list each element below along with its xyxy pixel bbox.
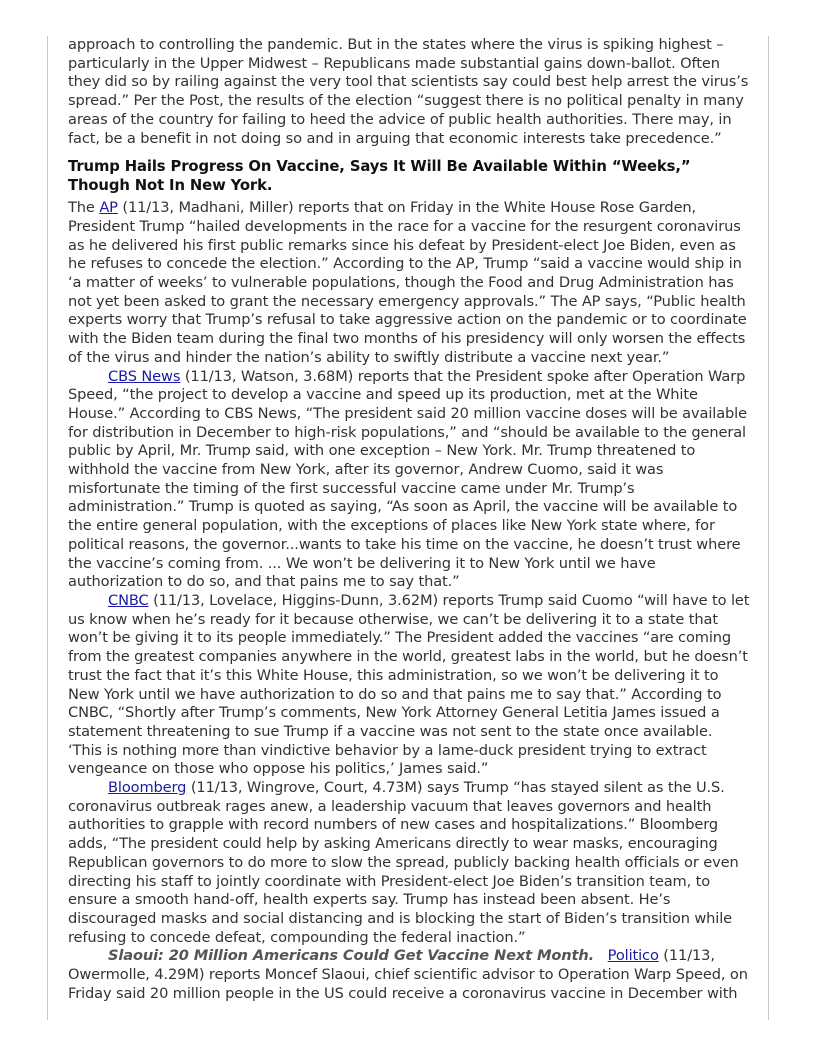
subhead-spacer	[594, 947, 608, 964]
source-link-politico[interactable]: Politico	[607, 947, 659, 965]
intro-paragraph: approach to controlling the pandemic. But in the states where the virus is spiking highest – particularly in the Upper Midwest – Republicans made substantial gains down-ballot. Often they did so by railing against the very tool that scientists say could best help arrest the virus’s spread.” Per the Post, the results of the election “suggest there is no political penalty in many areas of the country for failing to heed the advice of public health authorities. There may, in fact, be a benefit in not doing so and in arguing that economic interests take precedence.”	[68, 36, 749, 147]
source-link-cnbc[interactable]: CNBC	[108, 591, 149, 609]
paragraph-body: (11/13, Owermolle, 4.29M) reports Moncef Slaoui, chief scientific advisor to Operation Warp Speed, on Friday said 20 million people in the US could receive a coronavirus vaccine in December with	[68, 947, 748, 1002]
source-link-ap[interactable]: AP	[99, 199, 118, 217]
paragraph-bloomberg	[68, 779, 750, 947]
source-link-bloomberg[interactable]: Bloomberg	[108, 779, 187, 797]
paragraph-lead: The	[68, 199, 100, 217]
paragraph-body: (11/13, Madhani, Miller) reports that on Friday in the White House Rose Garden, President Trump “hailed developments in the race for a vaccine for the resurgent coronavirus as he delivered his first public remarks since his defeat by President-elect Joe Biden, even as he refuses to concede the election.” According to the AP, Trump “said a vaccine would ship in ‘a matter of weeks’ to vulnerable populations, though the Food and Drug Administration has not yet been asked to grant the necessary emergency approvals.” The AP says, “Public health experts worry that Trump’s refusal to take aggressive action on the pandemic or to coordinate with the Biden team during the final two months of his presidency will only worsen the effects of the virus and hinder the nation’s ability to swiftly distribute a vaccine next year.”	[68, 199, 747, 366]
paragraph-cnbc	[68, 592, 750, 779]
story-subhead: Slaoui: 20 Million Americans Could Get Vaccine Next Month.	[108, 947, 595, 965]
paragraph-body: (11/13, Lovelace, Higgins-Dunn, 3.62M) reports Trump said Cuomo “will have to let us know when he’s ready for it because otherwise, we can’t be delivering it to a state that won’t be giving it to its people immediately.” The President added the vaccines “are coming from the greatest companies anywhere in the world, greatest labs in the world, but he doesn’t trust the fact that it’s this White House, this administration, so we won’t be delivering it to New York until we have authorization to do so and that pains me to say that.” According to CNBC, “Shortly after Trump’s comments, New York Attorney General Letitia James issued a statement threatening to sue Trump if a vaccine was not sent to the state once available. ‘This is nothing more than vindictive behavior by a lame-duck president trying to extract vengeance on those who oppose his politics,’ James said.”	[68, 591, 750, 778]
paragraph-ap	[68, 199, 750, 367]
paragraph-cbs-news	[68, 368, 750, 592]
paragraph-body: (11/13, Watson, 3.68M) reports that the President spoke after Operation Warp Speed, “the project to develop a vaccine and speed up its production, met at the White House.” According to CBS News, “The president said 20 million vaccine doses will be available for distribution in December to high-risk populations,” and “should be available to the general public by April, Mr. Trump said, with one exception – New York. Mr. Trump threatened to withhold the vaccine from New York, after its governor, Andrew Cuomo, said it was misfortunate the timing of the first successful vaccine came under Mr. Trump’s administration.” Trump is quoted as saying, “As soon as April, the vaccine will be available to the entire general population, with the exceptions of places like New York state where, for political reasons, the governor...wants to take his time on the vaccine, he doesn’t trust where the vaccine’s coming from. ... We won’t be delivering it to New York until we have authorization to do so, and that pains me to say that.”	[68, 367, 747, 591]
article-headline: Trump Hails Progress On Vaccine, Says It Will Be Available Within “Weeks,” Though Not In New York.	[68, 158, 691, 195]
document-page	[68, 36, 750, 1003]
page-border-left	[47, 36, 48, 1020]
page-border-right	[768, 36, 769, 1020]
paragraph-politico	[68, 947, 750, 1003]
section-gap	[68, 148, 750, 157]
source-link-cbs-news[interactable]: CBS News	[108, 367, 181, 385]
paragraph-body: (11/13, Wingrove, Court, 4.73M) says Trump “has stayed silent as the U.S. coronavirus outbreak rages anew, a leadership vacuum that leaves governors and health authorities to grapple with record numbers of new cases and hospitalizations.” Bloomberg adds, “The president could help by asking Americans directly to wear masks, encouraging Republican governors to do more to slow the spread, publicly backing health officials or even directing his staff to jointly coordinate with President-elect Joe Biden’s transition team, to ensure a smooth hand-off, health experts say. Trump has instead been absent. He’s discouraged masks and social distancing and is blocking the start of Biden’s transition while refusing to concede defeat, compounding the federal inaction.”	[68, 779, 739, 946]
